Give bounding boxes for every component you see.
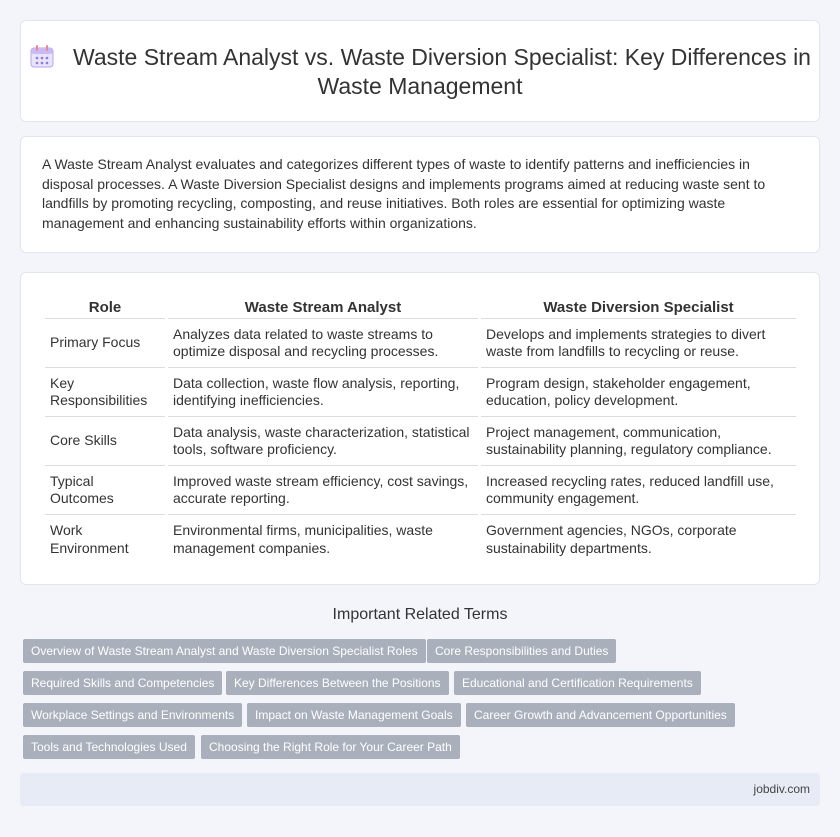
analyst-cell: Improved waste stream efficiency, cost savings, accurate reporting. xyxy=(168,466,478,515)
row-label: Key Responsibilities xyxy=(45,368,165,417)
related-tag-skills[interactable]: Required Skills and Competencies xyxy=(23,671,222,695)
analyst-cell: Environmental firms, municipalities, waste management companies. xyxy=(173,522,433,556)
table-row xyxy=(45,466,796,515)
analyst-cell: Analyzes data related to waste streams to optimize disposal and recycling processes. xyxy=(168,319,478,368)
related-tag-responsibilities[interactable]: Core Responsibilities and Duties xyxy=(427,639,616,663)
specialist-cell: Increased recycling rates, reduced landfill use, community engagement. xyxy=(481,466,796,515)
analyst-cell: Data analysis, waste characterization, statistical tools, software proficiency. xyxy=(168,417,478,466)
calendar-icon xyxy=(29,44,55,68)
footer xyxy=(20,773,820,806)
specialist-cell: Develops and implements strategies to divert waste from landfills to recycling or reuse. xyxy=(481,319,796,368)
comparison-card xyxy=(20,272,820,585)
related-tag-choosing-role[interactable]: Choosing the Right Role for Your Career Path xyxy=(201,735,460,759)
intro-paragraph: A Waste Stream Analyst evaluates and categorizes different types of waste to identify patterns and inefficiencies in disposal processes. A Waste Diversion Specialist designs and implements programs aimed at reducing waste sent to landfills by promoting recycling, composting, and reuse initiatives. Both roles are essential for optimizing waste management and enhancing sustainability efforts within organizations. xyxy=(42,156,766,231)
header-waste-diversion-specialist: Waste Diversion Specialist xyxy=(481,295,796,319)
related-tag-career-growth[interactable]: Career Growth and Advancement Opportunities xyxy=(466,703,735,727)
related-tag-roles-overview[interactable]: Overview of Waste Stream Analyst and Waste Diversion Specialist Roles xyxy=(23,639,426,663)
related-terms-title: Important Related Terms xyxy=(332,606,508,623)
row-label: Primary Focus xyxy=(45,319,165,368)
table-row xyxy=(45,515,796,564)
related-tag-education[interactable]: Educational and Certification Requirements xyxy=(454,671,701,695)
specialist-cell: Government agencies, NGOs, corporate sustainability departments. xyxy=(486,522,737,556)
specialist-cell: Project management, communication, sustainability planning, regulatory compliance. xyxy=(481,417,796,466)
page-title-wrap xyxy=(21,43,819,101)
row-label: Work Environment xyxy=(50,522,129,556)
table-header-row xyxy=(45,295,796,319)
table-row xyxy=(45,417,796,466)
header-role: Role xyxy=(45,295,165,319)
related-tag-impact[interactable]: Impact on Waste Management Goals xyxy=(247,703,461,727)
row-label: Core Skills xyxy=(45,417,165,466)
related-tag-key-differences[interactable]: Key Differences Between the Positions xyxy=(226,671,449,695)
specialist-cell: Program design, stakeholder engagement, education, policy development. xyxy=(481,368,796,417)
table-row xyxy=(45,319,796,368)
related-tag-tools[interactable]: Tools and Technologies Used xyxy=(23,735,195,759)
footer-site-link[interactable]: jobdiv.com xyxy=(753,782,810,796)
related-tag-workplace[interactable]: Workplace Settings and Environments xyxy=(23,703,242,727)
analyst-cell: Data collection, waste flow analysis, reporting, identifying inefficiencies. xyxy=(168,368,478,417)
title-card xyxy=(20,20,820,122)
page-title: Waste Stream Analyst vs. Waste Diversion Specialist: Key Differences in Waste Management xyxy=(73,44,811,99)
comparison-table xyxy=(42,295,799,564)
table-row xyxy=(45,368,796,417)
intro-card xyxy=(20,136,820,253)
row-label: Typical Outcomes xyxy=(45,466,165,515)
header-waste-stream-analyst: Waste Stream Analyst xyxy=(168,295,478,319)
